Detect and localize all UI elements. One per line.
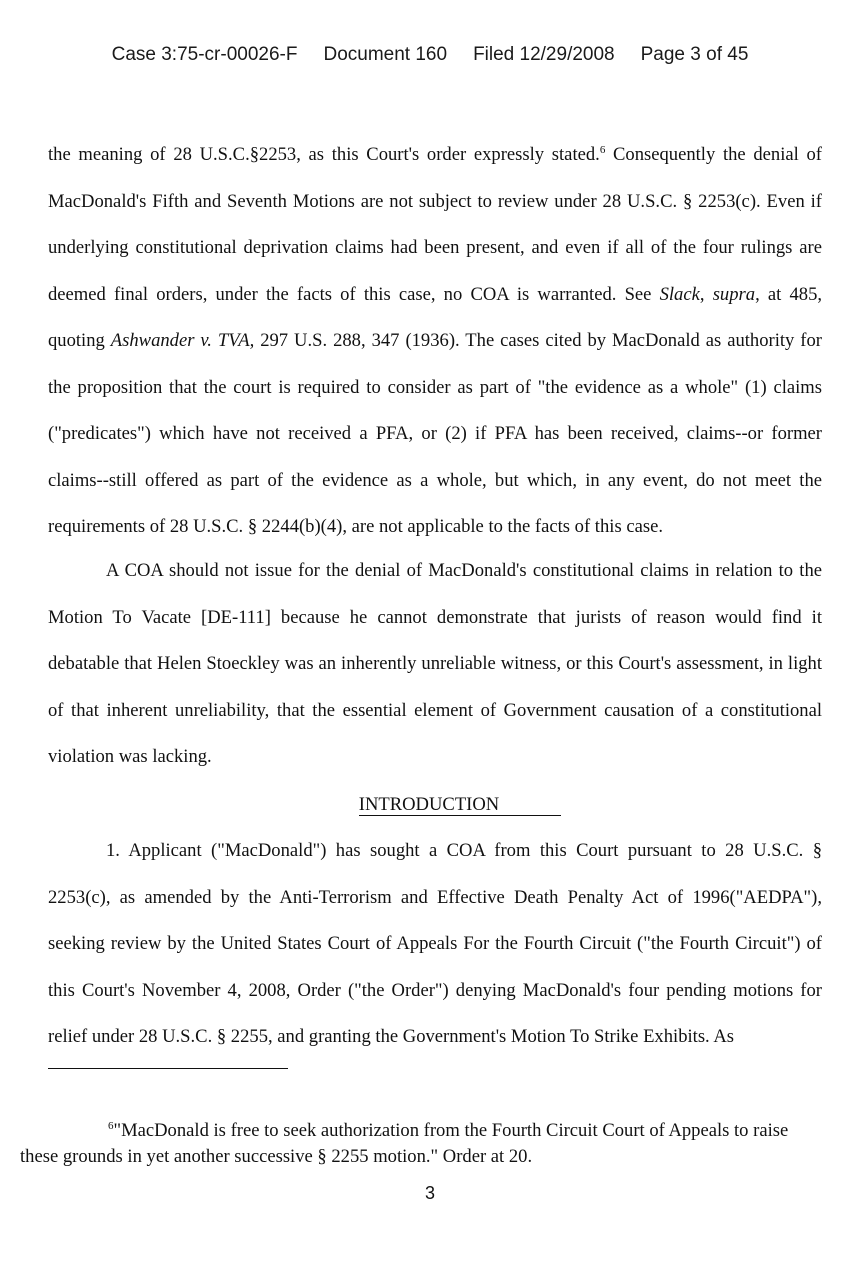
paragraph-text: 297 U.S. 288, 347 (1936). The cases cited by MacDonald as authority for the proposition that the court is required to consider as part of "the evidence as a whole" (1) claims ("predicates") which have not received a PFA, or (2) if PFA has been received, claims--or former claims--still offered as part of the evidence as a whole, but which, in any event, do not meet the requirements of 28 U.S.C. § 2244(b)(4), are not applicable to the facts of this case. [48,330,822,537]
footnote-number: 6 [108,1119,114,1132]
case-citation-ashwander: Ashwander v. TVA, [110,330,255,351]
page-number: 3 [424,1183,435,1203]
footnote-text: "MacDonald is free to seek authorization from the Fourth Circuit Court of Appeals to raise these grounds in yet another successive § 2255 motion." Order at 20. [20,1120,789,1167]
paragraph-continuation [48,132,822,551]
footnote-divider [48,1068,288,1069]
paragraph-text: , [699,283,713,305]
document-number: Document 160 [323,44,448,65]
footnote-marker [20,1120,114,1141]
case-citation-slack: Slack [659,283,700,305]
case-number: Case 3:75-cr-00026-F [111,44,298,65]
footnote-6 [20,1118,820,1170]
citation-supra: supra [712,283,756,305]
paragraph-text: the meaning of 28 U.S.C.§2253, as this Court's order expressly stated. [48,144,600,165]
page-indicator: Page 3 of 45 [640,44,749,65]
section-heading-title: INTRODUCTION [359,795,561,816]
paragraph-text: , at 485, quoting [48,283,823,351]
paragraph-coa-motion-to-vacate: A COA should not issue for the denial of MacDonald's constitutional claims in relation to the Motion To Vacate [DE-111] because he cannot demonstrate that jurists of reason would find it debatable that Helen Stoeckley was an inherently unreliable witness, or this Court's assessment, in light of that inherent unreliability, that the essential element of Government causation of a constitutional violation was lacking. [48,560,822,767]
footnote-reference: 6 [599,143,606,156]
section-heading [0,782,860,829]
paragraph-introduction-1: 1. Applicant ("MacDonald") has sought a COA from this Court pursuant to 28 U.S.C. § 2253(c), as amended by the Anti-Terrorism and Effective Death Penalty Act of 1996("AEDPA"), seeking review by the United States Court of Appeals For the Fourth Circuit ("the Fourth Circuit") of this Court's November 4, 2008, Order ("the Order") denying MacDonald's four pending motions for relief under 28 U.S.C. § 2255, and granting the Government's Motion To Strike Exhibits. As [48,840,822,1047]
filed-date: Filed 12/29/2008 [473,44,615,65]
paragraph-text: Consequently the denial of MacDonald's Fifth and Seventh Motions are not subject to review under 28 U.S.C. § 2253(c). Even if underlying constitutional deprivation claims had been present, and even if all of the four rulings are deemed final orders, under the facts of this case, no COA is warranted. See [48,144,822,305]
document-header [0,44,860,66]
